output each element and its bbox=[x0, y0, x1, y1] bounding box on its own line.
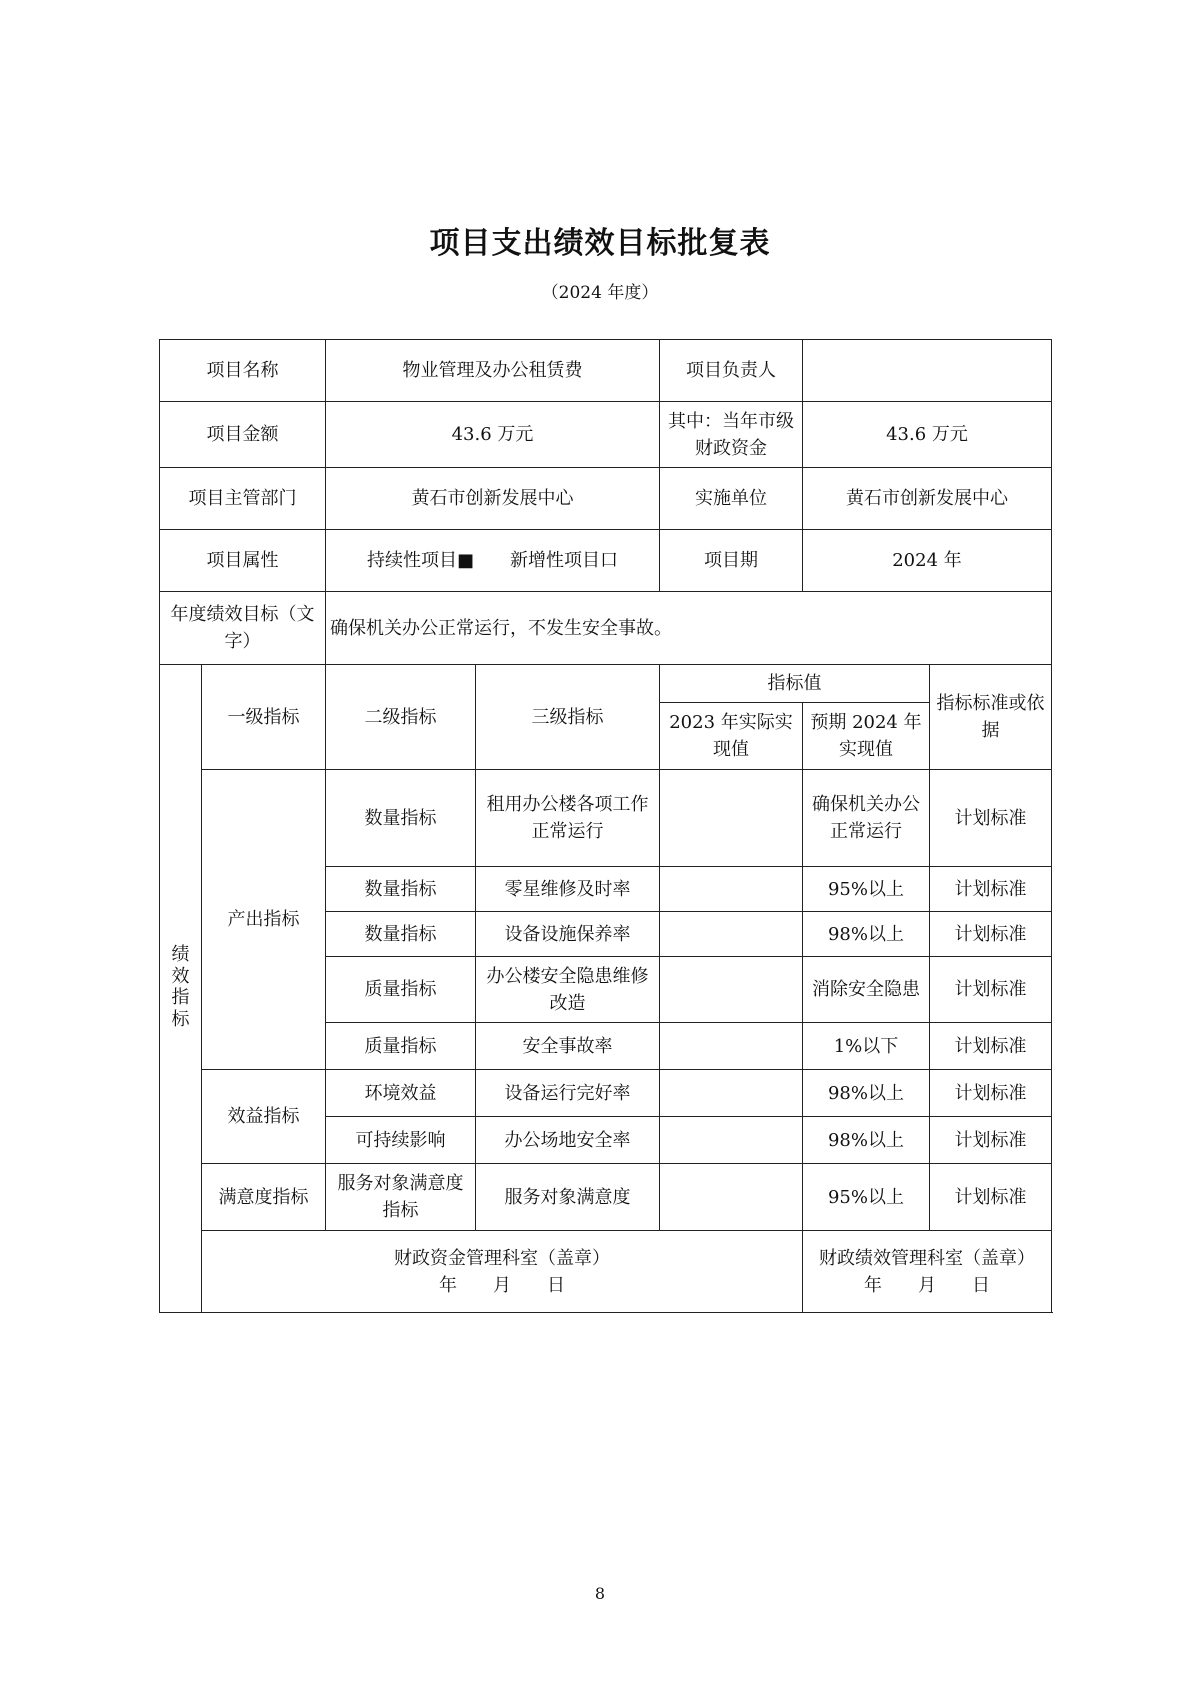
level2-cell: 服务对象满意度指标 bbox=[326, 1164, 476, 1231]
table-row bbox=[160, 468, 1052, 530]
implementing-unit-label: 实施单位 bbox=[660, 468, 803, 530]
table-row bbox=[160, 1070, 1052, 1117]
expected-2024-cell: 98%以上 bbox=[803, 912, 930, 957]
level3-cell: 安全事故率 bbox=[476, 1023, 660, 1070]
indicator-header-row bbox=[160, 665, 1052, 703]
table-row bbox=[160, 1164, 1052, 1231]
expected-2024-cell: 消除安全隐患 bbox=[803, 957, 930, 1023]
level3-cell: 设备运行完好率 bbox=[476, 1070, 660, 1117]
actual-2023-cell bbox=[660, 867, 803, 912]
basis-cell: 计划标准 bbox=[930, 957, 1052, 1023]
actual-2023-cell bbox=[660, 1164, 803, 1231]
signature-row bbox=[160, 1231, 1052, 1313]
level2-cell: 数量指标 bbox=[326, 912, 476, 957]
level3-cell: 零星维修及时率 bbox=[476, 867, 660, 912]
table-row bbox=[160, 770, 1052, 867]
project-attribute-label: 项目属性 bbox=[160, 530, 326, 592]
table-row bbox=[160, 340, 1052, 402]
indicators-group-label: 绩效指标 bbox=[160, 665, 202, 1313]
department-label: 项目主管部门 bbox=[160, 468, 326, 530]
header-level1: 一级指标 bbox=[202, 665, 326, 770]
project-amount-value: 43.6 万元 bbox=[326, 402, 660, 468]
annual-goal-value: 确保机关办公正常运行，不发生安全事故。 bbox=[326, 592, 1052, 665]
level2-cell: 可持续影响 bbox=[326, 1117, 476, 1164]
project-name-label: 项目名称 bbox=[160, 340, 326, 402]
level3-cell: 设备设施保养率 bbox=[476, 912, 660, 957]
header-expected-2024: 预期 2024 年实现值 bbox=[803, 703, 930, 770]
actual-2023-cell bbox=[660, 1023, 803, 1070]
level2-cell: 环境效益 bbox=[326, 1070, 476, 1117]
level2-cell: 数量指标 bbox=[326, 867, 476, 912]
output-indicator-label: 产出指标 bbox=[202, 770, 326, 1070]
fund-office-date: 年 月 日 bbox=[439, 1274, 565, 1296]
actual-2023-cell bbox=[660, 1117, 803, 1164]
actual-2023-cell bbox=[660, 912, 803, 957]
project-period-value: 2024 年 bbox=[803, 530, 1052, 592]
basis-cell: 计划标准 bbox=[930, 867, 1052, 912]
fiscal-fund-value: 43.6 万元 bbox=[803, 402, 1052, 468]
basis-cell: 计划标准 bbox=[930, 770, 1052, 867]
actual-2023-cell bbox=[660, 770, 803, 867]
basis-cell: 计划标准 bbox=[930, 1117, 1052, 1164]
project-amount-label: 项目金额 bbox=[160, 402, 326, 468]
expected-2024-cell: 95%以上 bbox=[803, 867, 930, 912]
basis-cell: 计划标准 bbox=[930, 912, 1052, 957]
actual-2023-cell bbox=[660, 1070, 803, 1117]
performance-target-table bbox=[159, 339, 1052, 1313]
project-attribute-value: 持续性项目■ 新增性项目口 bbox=[326, 530, 660, 592]
level2-cell: 质量指标 bbox=[326, 957, 476, 1023]
fiscal-fund-label: 其中：当年市级财政资金 bbox=[660, 402, 803, 468]
level3-cell: 办公楼安全隐患维修改造 bbox=[476, 957, 660, 1023]
performance-office-label: 财政绩效管理科室（盖章） bbox=[819, 1247, 1035, 1269]
table-row bbox=[160, 402, 1052, 468]
expected-2024-cell: 1%以下 bbox=[803, 1023, 930, 1070]
page-title: 项目支出绩效目标批复表 bbox=[429, 226, 771, 261]
implementing-unit-value: 黄石市创新发展中心 bbox=[803, 468, 1052, 530]
expected-2024-cell: 95%以上 bbox=[803, 1164, 930, 1231]
performance-management-signature bbox=[803, 1231, 1052, 1313]
header-indicator-value: 指标值 bbox=[660, 665, 930, 703]
expected-2024-cell: 确保机关办公正常运行 bbox=[803, 770, 930, 867]
satisfaction-indicator-label: 满意度指标 bbox=[202, 1164, 326, 1231]
level2-cell: 质量指标 bbox=[326, 1023, 476, 1070]
expected-2024-cell: 98%以上 bbox=[803, 1070, 930, 1117]
benefit-indicator-label: 效益指标 bbox=[202, 1070, 326, 1164]
performance-office-date: 年 月 日 bbox=[864, 1274, 990, 1296]
annual-goal-label: 年度绩效目标（文字） bbox=[160, 592, 326, 665]
level3-cell: 租用办公楼各项工作正常运行 bbox=[476, 770, 660, 867]
header-basis: 指标标准或依据 bbox=[930, 665, 1052, 770]
page-subtitle: （2024 年度） bbox=[541, 283, 659, 303]
actual-2023-cell bbox=[660, 957, 803, 1023]
level3-cell: 办公场地安全率 bbox=[476, 1117, 660, 1164]
project-manager-value bbox=[803, 340, 1052, 402]
header-level3: 三级指标 bbox=[476, 665, 660, 770]
basis-cell: 计划标准 bbox=[930, 1023, 1052, 1070]
fund-management-signature bbox=[202, 1231, 803, 1313]
project-manager-label: 项目负责人 bbox=[660, 340, 803, 402]
header-actual-2023: 2023 年实际实现值 bbox=[660, 703, 803, 770]
project-name-value: 物业管理及办公租赁费 bbox=[326, 340, 660, 402]
table-row bbox=[160, 530, 1052, 592]
department-value: 黄石市创新发展中心 bbox=[326, 468, 660, 530]
level3-cell: 服务对象满意度 bbox=[476, 1164, 660, 1231]
project-period-label: 项目期 bbox=[660, 530, 803, 592]
header-level2: 二级指标 bbox=[326, 665, 476, 770]
fund-office-label: 财政资金管理科室（盖章） bbox=[394, 1247, 610, 1269]
table-row bbox=[160, 592, 1052, 665]
expected-2024-cell: 98%以上 bbox=[803, 1117, 930, 1164]
level2-cell: 数量指标 bbox=[326, 770, 476, 867]
basis-cell: 计划标准 bbox=[930, 1070, 1052, 1117]
basis-cell: 计划标准 bbox=[930, 1164, 1052, 1231]
page-number: 8 bbox=[594, 1584, 606, 1603]
